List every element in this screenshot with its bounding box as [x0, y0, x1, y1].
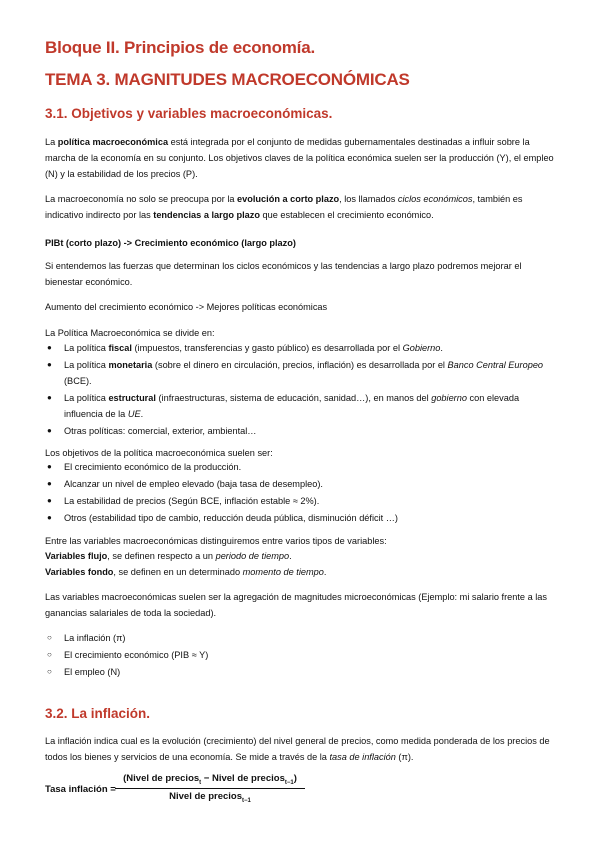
list-item: ● El crecimiento económico de la producción. [45, 459, 555, 475]
paragraph-inflation: La inflación indica cual es la evolución (crecimiento) del nivel general de precios, como medida ponderada de los precios de todos los bienes y servicios de una economía. Se mide a través de la tasa de inflación (π). [45, 736, 550, 762]
flow-variables: Variables flujo, se definen respecto a un periodo de tiempo. [45, 551, 292, 561]
block-title: Bloque II. Principios de economía. [45, 38, 315, 57]
list-item: ● La política monetaria (sobre el dinero en circulación, precios, inflación) es desarrollada por el Banco Central Europeo (BCE). [45, 357, 555, 389]
bullet-icon: ● [47, 393, 52, 402]
bullet-icon: ● [47, 343, 52, 352]
pib-line: PIBt (corto plazo) -> Crecimiento económico (largo plazo) [45, 238, 296, 248]
bullet-icon: ● [47, 426, 52, 435]
paragraph-aggregation: Las variables macroeconómicas suelen ser la agregación de magnitudes microeconómicas (Ejemplo: mi salario frente a las ganancias salariales de toda la sociedad). [45, 592, 547, 618]
list-item: ● La política estructural (infraestructuras, sistema de educación, sanidad…), en manos del gobierno con elevada influencia de la UE. [45, 390, 555, 422]
list-item: ● La política fiscal (impuestos, transferencias y gasto público) es desarrollada por el Gobierno. [45, 340, 555, 356]
formula-numerator: (Nivel de precios$_t$ − Nivel de precios$_{t-1}$) [115, 773, 305, 789]
topic-title: TEMA 3. MAGNITUDES MACROECONÓMICAS [45, 70, 410, 89]
bullet-icon: ● [47, 360, 52, 369]
bullet-icon: ● [47, 513, 52, 522]
list-item: ● Alcanzar un nivel de empleo elevado (baja tasa de desempleo). [45, 476, 555, 492]
section-heading-3-2: 3.2. La inflación. [45, 706, 151, 721]
circle-bullet-icon: ○ [47, 633, 52, 642]
list-item: ● Otros (estabilidad tipo de cambio, reducción deuda pública, disminución déficit …) [45, 510, 555, 526]
list-item: ○ La inflación (π) [45, 630, 555, 646]
bullet-icon: ● [47, 496, 52, 505]
variables-intro: Entre las variables macroeconómicas distinguiremos entre varios tipos de variables: [45, 536, 387, 546]
section-heading-3-1: 3.1. Objetivos y variables macroeconómicas. [45, 106, 333, 121]
objectives-intro: Los objetivos de la política macroeconómica suelen ser: [45, 448, 273, 458]
bullet-icon: ● [47, 479, 52, 488]
formula-label: Tasa inflación = [45, 784, 116, 795]
circle-bullet-icon: ○ [47, 667, 52, 676]
objectives-list [45, 459, 555, 527]
stock-variables: Variables fondo, se definen en un determinado momento de tiempo. [45, 567, 327, 577]
formula-fraction [115, 773, 305, 804]
list-item: ● La estabilidad de precios (Según BCE, inflación estable ≈ 2%). [45, 493, 555, 509]
list-item: ● Otras políticas: comercial, exterior, ambiental… [45, 423, 555, 439]
policy-intro: La Política Macroeconómica se divide en: [45, 328, 215, 338]
paragraph-policy-definition: La política macroeconómica está integrada por el conjunto de medidas gubernamentales destinadas a influir sobre la marcha de la economía en su conjunto. Los objetivos claves de la política económica suelen ser la producción (Y), el empleo (N) y la estabilidad de los precios (P). [45, 137, 554, 179]
circle-bullet-icon: ○ [47, 650, 52, 659]
variables-list [45, 630, 555, 681]
list-item: ○ El empleo (N) [45, 664, 555, 680]
paragraph-macro-scope: La macroeconomía no solo se preocupa por la evolución a corto plazo, los llamados ciclos económicos, también es indicativo indirecto por las tendencias a largo plazo que establecen el crecimiento económico. [45, 194, 523, 220]
growth-line: Aumento del crecimiento económico -> Mejores políticas económicas [45, 302, 328, 312]
paragraph-welfare: Si entendemos las fuerzas que determinan los ciclos económicos y las tendencias a largo plazo podremos mejorar el bienestar económico. [45, 261, 522, 287]
formula-denominator: Nivel de precios$_{t-1}$ [169, 790, 251, 804]
list-item: ○ El crecimiento económico (PIB ≈ Y) [45, 647, 555, 663]
policy-list [45, 340, 555, 440]
bullet-icon: ● [47, 462, 52, 471]
